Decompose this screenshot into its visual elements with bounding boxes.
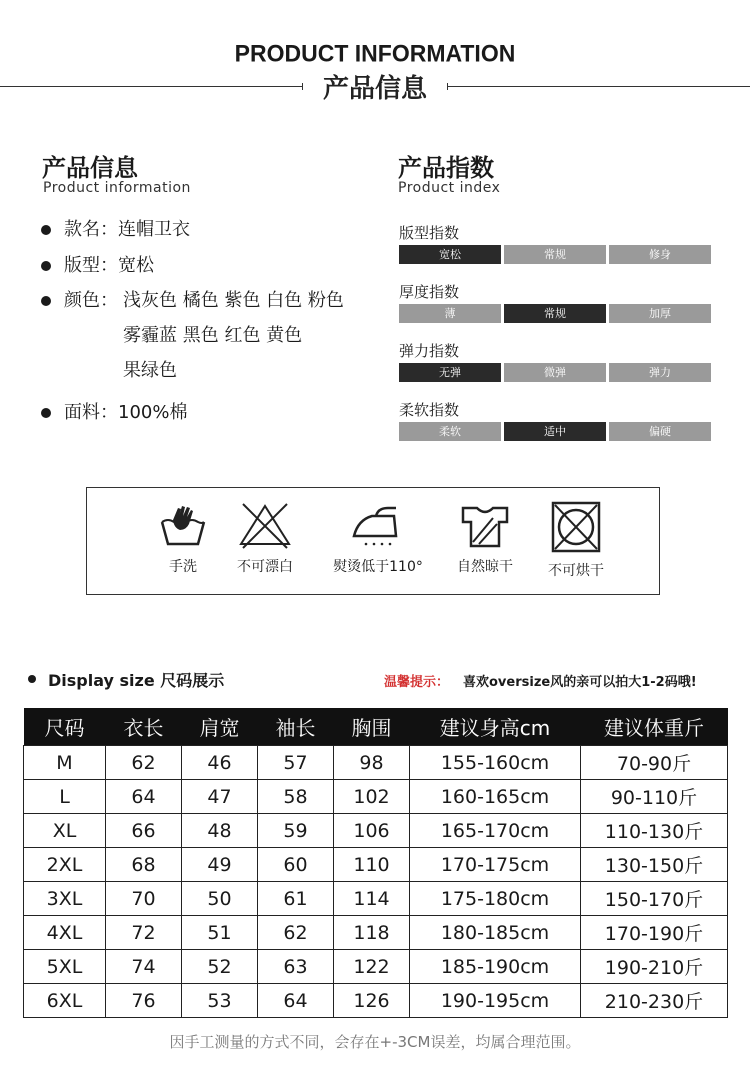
info-item-color-label: 颜色：	[64, 290, 118, 311]
size-row	[24, 814, 728, 848]
index-segment: 偏硬	[609, 422, 711, 441]
index-subtitle: Product index	[398, 180, 501, 196]
size-cell: 53	[182, 984, 258, 1018]
index-bar	[399, 245, 711, 264]
info-item-fit	[64, 248, 154, 284]
bullet-icon	[41, 296, 51, 306]
index-segment: 弹力	[609, 363, 711, 382]
size-cell: 110-130斤	[581, 814, 728, 848]
size-cell: 2XL	[24, 848, 106, 882]
size-cell: 4XL	[24, 916, 106, 950]
size-cell: 70	[106, 882, 182, 916]
size-cell: 130-150斤	[581, 848, 728, 882]
info-value: 宽松	[118, 255, 154, 276]
tip-label: 温馨提示：	[384, 675, 450, 690]
bullet-icon	[41, 408, 51, 418]
index-segment: 修身	[609, 245, 711, 264]
size-cell: 64	[106, 780, 182, 814]
size-cell: 106	[334, 814, 410, 848]
size-row	[24, 848, 728, 882]
size-table-body	[24, 746, 728, 1018]
line-dry-icon	[455, 500, 515, 550]
size-cell: 114	[334, 882, 410, 916]
size-cell: 76	[106, 984, 182, 1018]
index-row-label: 柔软指数	[399, 401, 460, 419]
size-cell: M	[24, 746, 106, 780]
care-item-line-dry	[435, 500, 535, 576]
size-cell: XL	[24, 814, 106, 848]
size-cell: 90-110斤	[581, 780, 728, 814]
index-title: 产品指数	[398, 154, 494, 182]
size-row	[24, 950, 728, 984]
size-cell: 170-190斤	[581, 916, 728, 950]
size-cell: 62	[258, 916, 334, 950]
iron-icon	[348, 500, 408, 550]
care-item-no-bleach	[215, 500, 315, 576]
size-cell: 170-175cm	[410, 848, 581, 882]
size-title: Display size 尺码展示	[48, 671, 225, 690]
size-row	[24, 984, 728, 1018]
size-header-cell: 胸围	[334, 708, 410, 746]
index-segment: 微弹	[504, 363, 606, 382]
hand-wash-icon	[158, 500, 208, 550]
no-tumble-dry-icon	[548, 500, 604, 554]
size-cell: 47	[182, 780, 258, 814]
tip-text: 喜欢oversize风的亲可以拍大1-2码哦!	[463, 675, 697, 690]
size-cell: 60	[258, 848, 334, 882]
size-cell: 160-165cm	[410, 780, 581, 814]
index-segment-selected: 宽松	[399, 245, 501, 264]
info-subtitle: Product information	[43, 180, 191, 196]
info-color-line-3: 果绿色	[123, 360, 177, 381]
size-row	[24, 882, 728, 916]
size-cell: 126	[334, 984, 410, 1018]
size-cell: 185-190cm	[410, 950, 581, 984]
size-cell: 110	[334, 848, 410, 882]
size-cell: 62	[106, 746, 182, 780]
size-cell: 63	[258, 950, 334, 984]
size-cell: 74	[106, 950, 182, 984]
size-cell: 5XL	[24, 950, 106, 984]
size-cell: 68	[106, 848, 182, 882]
size-cell: 51	[182, 916, 258, 950]
index-segment-selected: 无弹	[399, 363, 501, 382]
info-label: 款名：	[64, 219, 118, 240]
info-color-line-2: 雾霾蓝 黑色 红色 黄色	[123, 325, 303, 346]
size-header-cell: 建议体重斤	[581, 708, 728, 746]
info-title: 产品信息	[42, 154, 138, 182]
size-cell: 180-185cm	[410, 916, 581, 950]
size-cell: 46	[182, 746, 258, 780]
index-bar	[399, 363, 711, 382]
index-segment-selected: 适中	[504, 422, 606, 441]
size-row	[24, 916, 728, 950]
info-label: 面料：	[64, 402, 118, 423]
footnote: 因手工测量的方式不同，会存在+-3CM误差，均属合理范围。	[169, 1033, 581, 1051]
care-item-iron	[323, 500, 433, 576]
size-cell: 102	[334, 780, 410, 814]
size-row	[24, 780, 728, 814]
index-segment-selected: 常规	[504, 304, 606, 323]
info-color-line-1: 浅灰色 橘色 紫色 白色 粉色	[123, 290, 344, 311]
size-cell: 70-90斤	[581, 746, 728, 780]
info-value: 100%棉	[118, 402, 188, 423]
size-table-header	[24, 708, 728, 746]
index-segment: 常规	[504, 245, 606, 264]
bullet-icon	[41, 261, 51, 271]
size-cell: 190-210斤	[581, 950, 728, 984]
care-label: 不可漂白	[237, 559, 293, 575]
size-cell: 210-230斤	[581, 984, 728, 1018]
size-cell: 50	[182, 882, 258, 916]
size-cell: L	[24, 780, 106, 814]
size-cell: 155-160cm	[410, 746, 581, 780]
care-label: 不可烘干	[548, 563, 604, 579]
size-header-cell: 建议身高cm	[410, 708, 581, 746]
bullet-icon	[28, 675, 36, 683]
index-segment: 柔软	[399, 422, 501, 441]
care-label: 熨烫低于110°	[333, 559, 423, 575]
size-cell: 150-170斤	[581, 882, 728, 916]
size-cell: 52	[182, 950, 258, 984]
size-cell: 64	[258, 984, 334, 1018]
size-cell: 57	[258, 746, 334, 780]
size-cell: 6XL	[24, 984, 106, 1018]
index-segment: 薄	[399, 304, 501, 323]
header-title-cn: 产品信息	[322, 74, 427, 104]
info-value: 连帽卫衣	[118, 219, 190, 240]
index-bar	[399, 422, 711, 441]
size-cell: 48	[182, 814, 258, 848]
size-header-cell: 肩宽	[182, 708, 258, 746]
header-title-en: PRODUCT INFORMATION	[234, 39, 516, 67]
care-label: 自然晾干	[457, 559, 513, 575]
size-cell: 122	[334, 950, 410, 984]
size-cell: 61	[258, 882, 334, 916]
size-cell: 59	[258, 814, 334, 848]
info-label: 版型：	[64, 255, 118, 276]
index-row-label: 版型指数	[399, 224, 460, 242]
size-cell: 175-180cm	[410, 882, 581, 916]
size-cell: 58	[258, 780, 334, 814]
index-segment: 加厚	[609, 304, 711, 323]
size-header-cell: 袖长	[258, 708, 334, 746]
size-table	[23, 708, 728, 1018]
care-item-no-tumble-dry	[526, 500, 626, 580]
size-cell: 190-195cm	[410, 984, 581, 1018]
size-header-cell: 尺码	[24, 708, 106, 746]
size-cell: 165-170cm	[410, 814, 581, 848]
info-item-fabric	[64, 395, 187, 431]
size-cell: 118	[334, 916, 410, 950]
size-cell: 66	[106, 814, 182, 848]
index-row-label: 厚度指数	[399, 283, 460, 301]
index-bar	[399, 304, 711, 323]
index-row-label: 弹力指数	[399, 342, 460, 360]
care-label: 手洗	[169, 559, 197, 575]
size-cell: 72	[106, 916, 182, 950]
size-row	[24, 746, 728, 780]
info-item-name	[64, 212, 190, 248]
no-bleach-icon	[235, 500, 295, 550]
size-cell: 3XL	[24, 882, 106, 916]
size-header-cell: 衣长	[106, 708, 182, 746]
size-cell: 49	[182, 848, 258, 882]
size-cell: 98	[334, 746, 410, 780]
bullet-icon	[41, 225, 51, 235]
